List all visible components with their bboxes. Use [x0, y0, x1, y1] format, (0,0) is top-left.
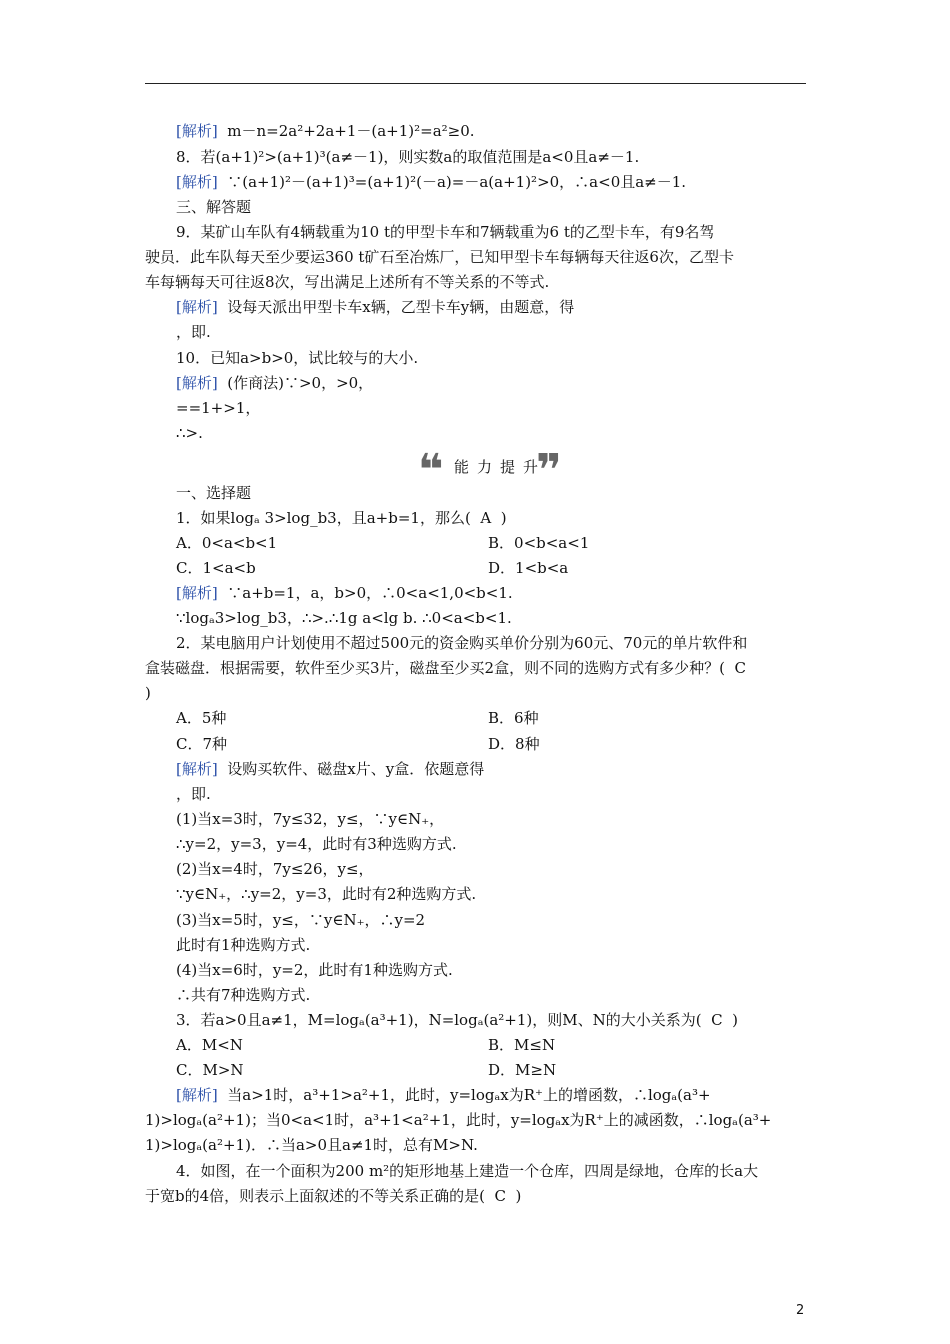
line-12: ∴>. — [176, 424, 203, 442]
line-1: 8．若(a+1)²>(a+1)³(a≠－1)，则实数a的取值范围是a<0且a≠－1. — [176, 148, 640, 166]
analysis-tag: [解析] — [176, 173, 218, 191]
line-16: C．1<a<b — [176, 559, 256, 577]
line-20: 盒装磁盘．根据需要，软件至少买3片，磁盘至少买2盒，则不同的选购方式有多少种？( C — [145, 659, 746, 677]
line-19: 2．某电脑用户计划使用不超过500元的资金购买单价分别为60元、70元的单片软件和 — [176, 634, 748, 652]
line-37: [解析] 当a>1时，a³+1>a²+1，此时，y=logₐx为R⁺上的增函数，∴logₐ(a³+ — [176, 1086, 711, 1104]
line-14: 1．如果logₐ 3>log_b3，且a+b=1，那么( A ) — [176, 509, 507, 527]
line-7: [解析] 设每天派出甲型卡车x辆，乙型卡车y辆，由题意，得 — [176, 298, 575, 316]
option-b-3: B．M≤N — [488, 1036, 556, 1054]
line-6: 车每辆每天可往返8次，写出满足上述所有不等关系的不等式. — [145, 273, 550, 291]
banner-title: 能力提升 — [454, 458, 547, 476]
line-17: [解析] ∵a+b=1，a，b>0，∴0<a<1,0<b<1. — [176, 584, 513, 602]
line-9: 10．已知a>b>0，试比较与的大小. — [176, 349, 419, 367]
line-29: ∵y∈N₊，∴y=2，y=3，此时有2种选购方式. — [176, 885, 477, 903]
line-10: [解析] (作商法)∵>0，>0， — [176, 374, 374, 392]
line-35: A．M<N — [176, 1036, 243, 1054]
line-38: 1)>logₐ(a²+1)；当0<a<1时，a³+1<a²+1，此时，y=logₐx为R⁺上的减函数，∴logₐ(a³+ — [145, 1111, 772, 1129]
line-11: ==1+>1， — [176, 399, 261, 417]
line-32: (4)当x=6时，y=2，此时有1种选购方式. — [176, 961, 453, 979]
option-b-2: B．6种 — [488, 709, 539, 727]
line-5: 驶员．此车队每天至少要运360 t矿石至冶炼厂，已知甲型卡车每辆每天往返6次，乙型卡 — [145, 248, 734, 266]
option-d-3: D．M≥N — [488, 1061, 557, 1079]
line-39: 1)>logₐ(a²+1)．∴当a>0且a≠1时，总有M>N. — [145, 1136, 478, 1154]
line-28: (2)当x=4时，7y≤26，y≤， — [176, 860, 374, 878]
analysis-tag: [解析] — [176, 584, 218, 602]
page-number: 2 — [796, 1303, 805, 1318]
analysis-tag: [解析] — [176, 760, 218, 778]
line-31: 此时有1种选购方式. — [176, 936, 311, 954]
analysis-tag: [解析] — [176, 374, 218, 392]
line-15: A．0<a<b<1 — [176, 534, 278, 552]
option-d-2: D．8种 — [488, 735, 540, 753]
option-d-1: D．1<b<a — [488, 559, 569, 577]
line-13: 一、选择题 — [176, 484, 252, 502]
analysis-tag: [解析] — [176, 298, 218, 316]
line-2: [解析] ∵(a+1)²－(a+1)³=(a+1)²(－a)=－a(a+1)²>0，∴a<0且a≠－1. — [176, 173, 687, 191]
option-b-1: B．0<b<a<1 — [488, 534, 590, 552]
line-25: ，即. — [176, 785, 211, 803]
line-0: [解析] m－n=2a²+2a+1－(a+1)²=a²≥0. — [176, 122, 475, 140]
line-30: (3)当x=5时，y≤，∵y∈N₊，∴y=2 — [176, 911, 426, 929]
line-23: C．7种 — [176, 735, 228, 753]
line-18: ∵logₐ3>log_b3，∴>.∴1g a<lg b. ∴0<a<b<1. — [176, 609, 512, 627]
line-21: ) — [145, 684, 151, 702]
quote-open-icon: ❝ — [418, 445, 444, 496]
ability-banner — [418, 445, 568, 496]
header-rule — [145, 83, 806, 84]
line-4: 9．某矿山车队有4辆载重为10 t的甲型卡车和7辆载重为6 t的乙型卡车，有9名驾 — [176, 223, 715, 241]
line-34: 3．若a>0且a≠1，M=logₐ(a³+1)，N=logₐ(a²+1)，则M、N的大小关系为( C ) — [176, 1011, 738, 1029]
line-26: (1)当x=3时，7y≤32，y≤，∵y∈N₊， — [176, 810, 445, 828]
line-36: C．M>N — [176, 1061, 244, 1079]
line-41: 于宽b的4倍，则表示上面叙述的不等关系正确的是( C ) — [145, 1187, 522, 1205]
line-33: ∴共有7种选购方式. — [176, 986, 311, 1004]
line-24: [解析] 设购买软件、磁盘x片、y盒．依题意得 — [176, 760, 485, 778]
line-40: 4．如图，在一个面积为200 m²的矩形地基上建造一个仓库，四周是绿地，仓库的长a大 — [176, 1162, 759, 1180]
analysis-tag: [解析] — [176, 1086, 218, 1104]
line-8: ，即. — [176, 323, 211, 341]
analysis-tag: [解析] — [176, 122, 218, 140]
line-27: ∴y=2，y=3，y=4，此时有3种选购方式. — [176, 835, 457, 853]
line-3: 三、解答题 — [176, 198, 252, 216]
line-22: A．5种 — [176, 709, 227, 727]
quote-close-icon: ❞ — [536, 445, 562, 496]
